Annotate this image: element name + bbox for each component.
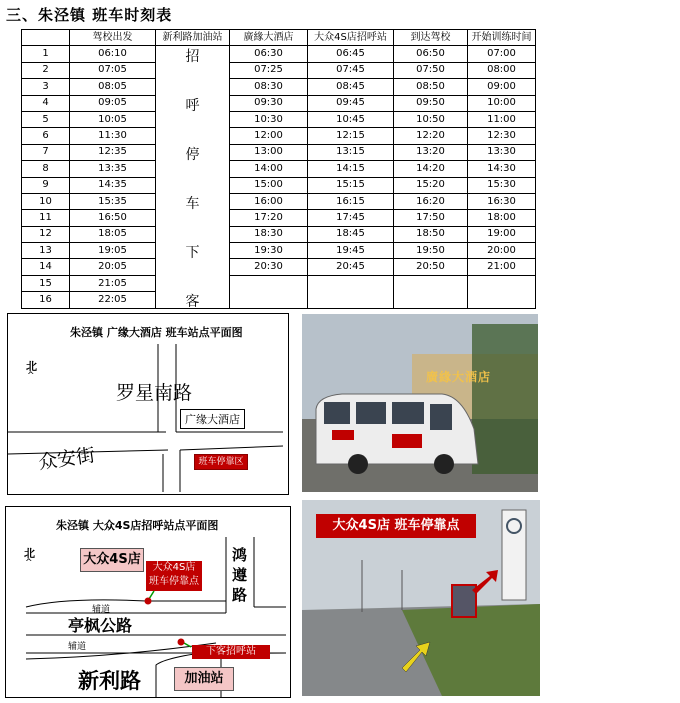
table-cell: 15:30 [468, 177, 536, 193]
table-row [22, 62, 536, 78]
table-cell: 08:05 [70, 79, 156, 95]
table-cell: 20:05 [70, 259, 156, 275]
table-cell: 13:15 [308, 144, 394, 160]
table-row [22, 161, 536, 177]
table-cell: 10 [22, 193, 70, 209]
table-cell: 12 [22, 226, 70, 242]
table-cell: 11:00 [468, 111, 536, 127]
table-row [22, 144, 536, 160]
table-cell: 3 [22, 79, 70, 95]
vw-stop-banner: 大众4S店 班车停靠点 [316, 514, 476, 538]
table-cell: 17:45 [308, 210, 394, 226]
table-cell: 4 [22, 95, 70, 111]
merged-char: 下 [185, 245, 200, 262]
table-cell: 14:00 [230, 161, 308, 177]
table-cell: 16:00 [230, 193, 308, 209]
road-lines [6, 507, 290, 697]
table-cell: 13:30 [468, 144, 536, 160]
table-cell: 18:00 [468, 210, 536, 226]
table-cell: 15:15 [308, 177, 394, 193]
table-cell [468, 275, 536, 308]
road-name-bottom: 新利路 [78, 669, 141, 693]
table-cell: 10:50 [394, 111, 468, 127]
table-cell: 07:25 [230, 62, 308, 78]
table-row [22, 177, 536, 193]
table-cell: 14:15 [308, 161, 394, 177]
table-cell: 07:05 [70, 62, 156, 78]
column-header: 开始训练时间 [468, 30, 536, 46]
table-cell: 09:30 [230, 95, 308, 111]
north-label: 北 [24, 547, 35, 560]
road-name-main: 亭枫公路 [68, 616, 133, 635]
table-cell: 14:20 [394, 161, 468, 177]
table-cell: 21:00 [468, 259, 536, 275]
page-heading: 三、朱泾镇 班车时刻表 [6, 6, 173, 24]
table-cell: 2 [22, 62, 70, 78]
column-header: 到达驾校 [394, 30, 468, 46]
table-cell: 21:05 [70, 275, 156, 291]
table-cell: 06:30 [230, 46, 308, 62]
table-cell: 06:10 [70, 46, 156, 62]
table-cell: 19:30 [230, 243, 308, 259]
table-cell: 11 [22, 210, 70, 226]
table-row [22, 210, 536, 226]
table-cell: 10:05 [70, 111, 156, 127]
north-arrow-icon: ^ [25, 558, 33, 568]
table-cell: 06:50 [394, 46, 468, 62]
table-cell: 12:20 [394, 128, 468, 144]
merged-char: 呼 [185, 98, 200, 115]
table-cell: 13 [22, 243, 70, 259]
gas-station-box: 加油站 [174, 667, 234, 691]
column-header: 廣緣大酒店 [230, 30, 308, 46]
bus-timetable [21, 29, 536, 309]
table-cell: 20:50 [394, 259, 468, 275]
table-cell: 12:15 [308, 128, 394, 144]
table-cell: 16:15 [308, 193, 394, 209]
vw-stop-callout: 大众4S店 班车停靠点 [146, 561, 202, 591]
table-cell: 18:45 [308, 226, 394, 242]
vw-shop-box: 大众4S店 [80, 548, 144, 572]
table-cell: 15:20 [394, 177, 468, 193]
map-title: 朱泾镇 大众4S店招呼站点平面图 [56, 519, 219, 532]
vw-stop-photo [302, 500, 540, 696]
table-cell: 12:00 [230, 128, 308, 144]
table-cell: 07:00 [468, 46, 536, 62]
table-cell: 22:05 [70, 292, 156, 308]
hotel-photo-illustration [302, 314, 538, 492]
table-cell: 9 [22, 177, 70, 193]
drop-off-callout: 下客招呼站 [192, 645, 270, 659]
table-cell: 5 [22, 111, 70, 127]
table-row [22, 275, 536, 291]
merged-char: 车 [185, 196, 200, 213]
hotel-photo [302, 314, 538, 492]
north-arrow-icon: ^ [27, 371, 35, 381]
table-row [22, 243, 536, 259]
table-cell: 13:35 [70, 161, 156, 177]
table-cell: 1 [22, 46, 70, 62]
table-cell: 12:30 [468, 128, 536, 144]
table-cell: 08:00 [468, 62, 536, 78]
table-cell: 7 [22, 144, 70, 160]
table-cell: 20:45 [308, 259, 394, 275]
table-cell: 8 [22, 161, 70, 177]
table-cell: 19:45 [308, 243, 394, 259]
table-row [22, 95, 536, 111]
table-cell: 12:35 [70, 144, 156, 160]
table-cell: 16:30 [468, 193, 536, 209]
table-cell: 18:05 [70, 226, 156, 242]
hotel-sign: 廣緣大酒店 [426, 370, 492, 384]
hotel-stop-map [7, 313, 289, 495]
table-row [22, 259, 536, 275]
table-cell: 17:50 [394, 210, 468, 226]
table-cell: 08:50 [394, 79, 468, 95]
table-cell: 15:00 [230, 177, 308, 193]
table-cell: 6 [22, 128, 70, 144]
column-header: 驾校出发 [70, 30, 156, 46]
table-cell: 15 [22, 275, 70, 291]
table-cell: 08:30 [230, 79, 308, 95]
table-row [22, 193, 536, 209]
table-cell: 19:50 [394, 243, 468, 259]
merged-char: 停 [185, 147, 200, 164]
aux-road-label: 辅道 [92, 605, 111, 615]
table-cell: 14:30 [468, 161, 536, 177]
table-cell: 11:30 [70, 128, 156, 144]
table-cell [394, 275, 468, 308]
table-cell: 19:00 [468, 226, 536, 242]
table-cell: 16 [22, 292, 70, 308]
table-cell: 09:50 [394, 95, 468, 111]
merged-char: 招 [185, 49, 200, 66]
table-row [22, 111, 536, 127]
table-cell: 06:45 [308, 46, 394, 62]
table-cell: 07:45 [308, 62, 394, 78]
vw-stop-map [5, 506, 291, 698]
road-name-main: 罗星南路 [116, 382, 193, 404]
table-cell: 15:35 [70, 193, 156, 209]
table-cell: 17:20 [230, 210, 308, 226]
table-cell: 10:30 [230, 111, 308, 127]
table-cell [230, 275, 308, 308]
table-cell: 10:45 [308, 111, 394, 127]
hotel-box: 广缘大酒店 [180, 409, 245, 429]
map-title: 朱泾镇 广缘大酒店 班车站点平面图 [70, 326, 243, 339]
table-cell: 13:00 [230, 144, 308, 160]
table-cell: 14:35 [70, 177, 156, 193]
aux-road-label: 辅道 [68, 642, 87, 652]
table-cell: 10:00 [468, 95, 536, 111]
bus-stop-area-badge: 班车停靠区域 [194, 454, 248, 470]
table-cell: 09:05 [70, 95, 156, 111]
table-cell: 18:50 [394, 226, 468, 242]
table-cell: 19:05 [70, 243, 156, 259]
table-cell: 07:50 [394, 62, 468, 78]
table-cell: 18:30 [230, 226, 308, 242]
table-row [22, 226, 536, 242]
table-cell: 08:45 [308, 79, 394, 95]
merged-char: 客 [185, 294, 200, 311]
road-name-side: 众安街 [36, 444, 97, 474]
table-cell [308, 275, 394, 308]
road-name-vertical: 鸿 遵 路 [232, 546, 248, 604]
table-cell: 14 [22, 259, 70, 275]
table-row [22, 128, 536, 144]
column-header [22, 30, 70, 46]
north-label: 北 [26, 360, 37, 373]
merged-call-stop-cell [156, 46, 230, 311]
column-header: 新利路加油站 [156, 30, 230, 46]
table-cell: 20:30 [230, 259, 308, 275]
table-cell: 20:00 [468, 243, 536, 259]
table-cell: 09:45 [308, 95, 394, 111]
table-cell: 13:20 [394, 144, 468, 160]
table-cell: 16:20 [394, 193, 468, 209]
table-row [22, 46, 536, 62]
column-header: 大众4S店招呼站 [308, 30, 394, 46]
table-cell: 09:00 [468, 79, 536, 95]
table-cell: 16:50 [70, 210, 156, 226]
table-row [22, 79, 536, 95]
